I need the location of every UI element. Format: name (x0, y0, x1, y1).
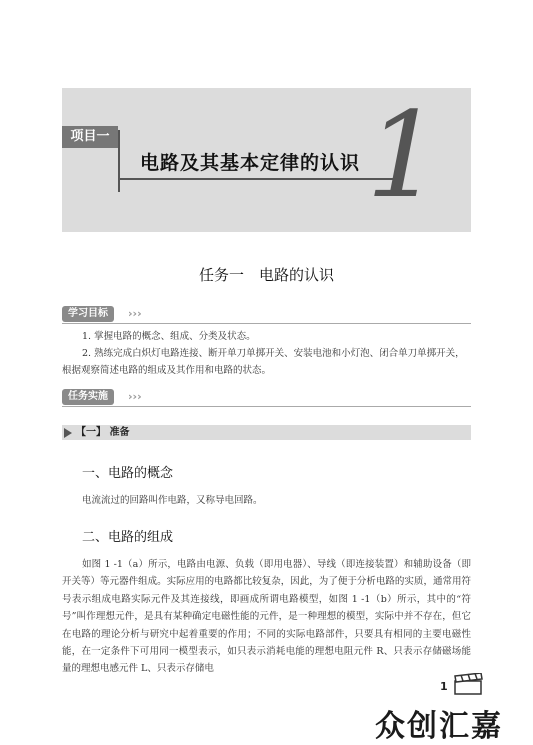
watermark-logo: 众创汇嘉 (375, 709, 503, 744)
chevrons-icon: ››› (128, 307, 142, 320)
chevrons-icon: ››› (128, 390, 142, 403)
clapperboard-icon (454, 673, 484, 695)
banner-divider-vertical (118, 130, 120, 192)
section-heading: 一、电路的概念 (82, 466, 174, 481)
section-body: 电流流过的回路叫作电路，又称导电回路。 (82, 495, 263, 506)
section-body: 如图 1 -1（a）所示，电路由电源、负载（即用电器）、导线（即连接装置）和辅助设备（即开关等）等元器件组成。实际应用的电路都比较复杂，因此，为了便于分析电路的实质，通常用符号表示组成电路实际元件及其连接线，即画成所谓电路模型，如图 1 -1（b）所示，其中的“符号”叫作理想元件，是具有某种确定电磁性能的元件，是一种理想的模型，实际中并不存在，但它在电路的理论分析与研究中起着重要的作用；不同的实际电路部件，只要具有相同的主要电磁性能，在一定条件下可用同一模型表示，如只表示消耗电能的理想电阻元件 R、只表示存储磁场能量的理想电感元件 L、只表示存储电 (62, 559, 471, 675)
learning-goals-badge: 学习目标 (62, 306, 114, 322)
task-title: 任务一 电路的认识 (198, 266, 334, 284)
section-heading: 二、电路的组成 (82, 530, 174, 545)
project-title: 电路及其基本定律的认识 (140, 152, 361, 174)
page-number: 1 (440, 680, 448, 693)
section-divider (62, 323, 471, 324)
task-impl-badge: 任务实施 (62, 389, 114, 405)
banner-divider-horizontal (120, 178, 400, 180)
goal-item: 1. 掌握电路的概念、组成、分类及状态。 (82, 331, 256, 342)
goal-item: 2. 熟练完成白炽灯电路连接、断开单刀单掷开关、安装电池和小灯泡、闭合单刀单掷开关，根据观察简述电路的组成及其作用和电路的状态。 (62, 348, 465, 376)
section-divider (62, 406, 471, 407)
project-number: 1 (366, 86, 442, 224)
prep-label: 【一】 准备 (76, 427, 130, 438)
triangle-icon (64, 428, 72, 438)
project-tag: 项目一 (62, 126, 118, 148)
